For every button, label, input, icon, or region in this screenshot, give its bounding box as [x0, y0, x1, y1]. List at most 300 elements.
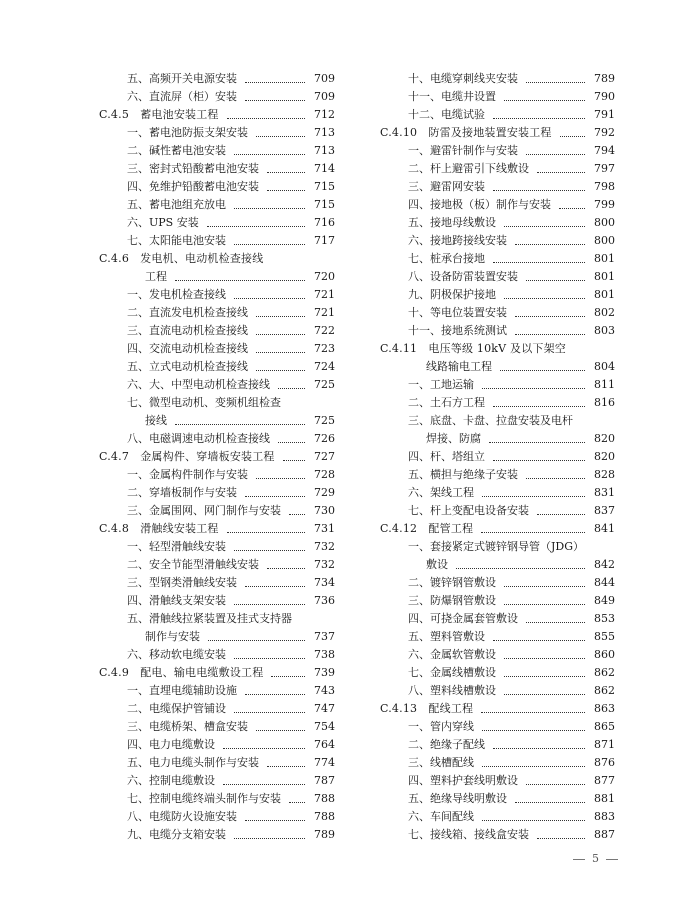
- toc-leader-dots: [283, 460, 305, 461]
- toc-entry-label: 六、控制电缆敷设: [127, 774, 215, 787]
- toc-page-number: 887: [594, 828, 615, 841]
- toc-leader-dots: [234, 550, 305, 551]
- toc-leader-dots: [493, 406, 585, 407]
- toc-entry-label: 四、交流电动机检查接线: [127, 342, 248, 355]
- toc-leader-dots: [234, 154, 305, 155]
- toc-page-number: 721: [314, 306, 335, 319]
- toc-entry-label: C.4.13 配线工程: [380, 702, 474, 715]
- toc-page-number: 871: [594, 738, 615, 751]
- toc-entry-label: 六、架线工程: [408, 486, 474, 499]
- toc-leader-dots: [289, 514, 305, 515]
- toc-page-number: 734: [314, 576, 335, 589]
- toc-entry: [99, 430, 335, 448]
- toc-section-entry: [380, 520, 615, 538]
- toc-leader-dots: [456, 568, 585, 569]
- toc-page-number: 862: [594, 666, 615, 679]
- toc-entry: [380, 718, 615, 736]
- toc-page-number: 739: [314, 666, 335, 679]
- toc-entry-label: 八、电缆防火设施安装: [127, 810, 237, 823]
- toc-entry-label: 五、横担与绝缘子安装: [408, 468, 518, 481]
- toc-page-number: 725: [314, 378, 335, 391]
- toc-entry-label: 二、土石方工程: [408, 396, 485, 409]
- toc-entry-label: 二、杆上避雷引下线敷设: [408, 162, 529, 175]
- toc-page-number: 883: [594, 810, 615, 823]
- toc-page-number: 844: [594, 576, 615, 589]
- toc-section-entry: [99, 664, 335, 682]
- toc-entry: [99, 196, 335, 214]
- toc-leader-dots: [482, 730, 585, 731]
- toc-entry-label: 三、底盘、卡盘、拉盘安装及电杆: [408, 414, 573, 427]
- toc-page-number: 720: [314, 270, 335, 283]
- toc-entry: [380, 754, 615, 772]
- toc-entry: [99, 88, 335, 106]
- toc-leader-dots: [267, 172, 305, 173]
- toc-section-entry: [99, 106, 335, 124]
- toc-entry-label: 三、电缆桥架、槽盒安装: [127, 720, 248, 733]
- toc-entry-label: C.4.6 发电机、电动机检查接线: [99, 252, 264, 265]
- toc-entry-label: 线路输电工程: [426, 360, 492, 373]
- toc-entry-label: 一、套接紧定式镀锌钢导管（JDG）: [408, 540, 585, 553]
- toc-entry: [99, 304, 335, 322]
- toc-leader-dots: [482, 388, 585, 389]
- toc-entry: [99, 178, 335, 196]
- toc-page-number: 831: [594, 486, 615, 499]
- toc-entry-label: 一、工地运输: [408, 378, 474, 391]
- toc-entry-label: 敷设: [426, 558, 448, 571]
- toc-entry: [99, 790, 335, 808]
- toc-entry: [99, 574, 335, 592]
- toc-leader-dots: [493, 262, 585, 263]
- toc-leader-dots: [526, 622, 585, 623]
- toc-leader-dots: [504, 586, 585, 587]
- toc-page-number: 721: [314, 288, 335, 301]
- toc-leader-dots: [234, 604, 305, 605]
- toc-entry-label: 七、桩承台接地: [408, 252, 485, 265]
- toc-entry-label: 三、直流电动机检查接线: [127, 324, 248, 337]
- toc-page-number: 811: [594, 378, 615, 391]
- toc-entry-label: 焊接、防腐: [426, 432, 481, 445]
- toc-entry: [380, 142, 615, 160]
- toc-leader-dots: [234, 838, 305, 839]
- toc-page-number: 790: [594, 90, 615, 103]
- toc-entry: [99, 214, 335, 232]
- toc-page-number: 713: [314, 144, 335, 157]
- toc-leader-dots: [208, 640, 305, 641]
- toc-entry: [99, 394, 335, 412]
- toc-entry: [380, 556, 615, 574]
- toc-entry: [99, 484, 335, 502]
- toc-leader-dots: [245, 82, 305, 83]
- toc-page-number: 788: [314, 792, 335, 805]
- toc-page-number: 729: [314, 486, 335, 499]
- toc-page-number: 709: [314, 90, 335, 103]
- toc-page-number: 841: [594, 522, 615, 535]
- toc-entry: [380, 736, 615, 754]
- toc-leader-dots: [256, 352, 305, 353]
- toc-entry: [380, 250, 615, 268]
- toc-entry-label: 五、接地母线敷设: [408, 216, 496, 229]
- toc-leader-dots: [515, 334, 585, 335]
- toc-entry-label: 七、控制电缆终端头制作与安装: [127, 792, 281, 805]
- toc-entry-label: 五、蓄电池组充放电: [127, 198, 226, 211]
- toc-page-number: 723: [314, 342, 335, 355]
- toc-page-number: 715: [314, 198, 335, 211]
- toc-leader-dots: [175, 280, 305, 281]
- toc-entry: [380, 826, 615, 844]
- toc-leader-dots: [559, 208, 585, 209]
- toc-entry: [380, 646, 615, 664]
- toc-page-number: 787: [314, 774, 335, 787]
- toc-entry-label: C.4.11 电压等级 10kV 及以下架空: [380, 342, 567, 355]
- toc-page-number: 800: [594, 234, 615, 247]
- toc-page-number: 727: [314, 450, 335, 463]
- toc-entry: [99, 142, 335, 160]
- toc-entry-label: C.4.10 防雷及接地装置安装工程: [380, 126, 552, 139]
- toc-entry: [380, 412, 615, 430]
- toc-page-number: 820: [594, 450, 615, 463]
- toc-entry-label: 十二、电缆试验: [408, 108, 485, 121]
- toc-leader-dots: [256, 370, 305, 371]
- toc-entry-label: 十、等电位装置安装: [408, 306, 507, 319]
- toc-page-number: 798: [594, 180, 615, 193]
- toc-page-number: 797: [594, 162, 615, 175]
- page-footer: [566, 852, 625, 865]
- toc-page-number: 731: [314, 522, 335, 535]
- toc-page-number: 801: [594, 288, 615, 301]
- toc-page-number: 816: [594, 396, 615, 409]
- toc-entry-label: 一、蓄电池防振支架安装: [127, 126, 248, 139]
- toc-leader-dots: [504, 100, 585, 101]
- toc-entry-label: 一、避雷针制作与安装: [408, 144, 518, 157]
- toc-page-number: 799: [594, 198, 615, 211]
- toc-entry: [99, 70, 335, 88]
- toc-page-number: 849: [594, 594, 615, 607]
- toc-entry-label: 五、塑料管敷设: [408, 630, 485, 643]
- toc-entry: [380, 160, 615, 178]
- toc-page-number: 754: [314, 720, 335, 733]
- toc-section-entry: [380, 340, 615, 358]
- toc-entry: [99, 286, 335, 304]
- toc-leader-dots: [504, 226, 585, 227]
- toc-leader-dots: [504, 658, 585, 659]
- toc-page-number: 732: [314, 558, 335, 571]
- toc-entry: [380, 538, 615, 556]
- toc-entry-label: 五、电力电缆头制作与安装: [127, 756, 259, 769]
- toc-entry: [380, 808, 615, 826]
- toc-page-number: 876: [594, 756, 615, 769]
- toc-entry: [99, 322, 335, 340]
- toc-leader-dots: [515, 802, 585, 803]
- toc-leader-dots: [489, 442, 585, 443]
- toc-entry-label: C.4.9 配电、输电电缆敷设工程: [99, 666, 264, 679]
- toc-entry: [99, 772, 335, 790]
- page-number: 5: [592, 852, 599, 865]
- toc-entry: [380, 664, 615, 682]
- toc-entry-label: 四、电力电缆敷设: [127, 738, 215, 751]
- toc-page-number: 789: [314, 828, 335, 841]
- toc-entry-label: 九、电缆分支箱安装: [127, 828, 226, 841]
- toc-leader-dots: [515, 244, 585, 245]
- toc-leader-dots: [245, 586, 305, 587]
- toc-leader-dots: [504, 694, 585, 695]
- toc-entry-label: 二、直流发电机检查接线: [127, 306, 248, 319]
- toc-leader-dots: [482, 820, 585, 821]
- toc-entry: [380, 574, 615, 592]
- toc-entry: [99, 160, 335, 178]
- toc-leader-dots: [234, 712, 305, 713]
- toc-page-number: 715: [314, 180, 335, 193]
- toc-page-number: 842: [594, 558, 615, 571]
- toc-page-number: 865: [594, 720, 615, 733]
- toc-leader-dots: [256, 136, 305, 137]
- toc-leader-dots: [526, 82, 585, 83]
- toc-leader-dots: [267, 766, 305, 767]
- toc-page-number: 802: [594, 306, 615, 319]
- toc-entry-label: 二、安全节能型滑触线安装: [127, 558, 259, 571]
- toc-entry-label: 六、大、中型电动机检查接线: [127, 378, 270, 391]
- toc-section-entry: [380, 700, 615, 718]
- toc-entry: [99, 736, 335, 754]
- toc-leader-dots: [289, 802, 305, 803]
- toc-entry: [99, 700, 335, 718]
- toc-leader-dots: [504, 298, 585, 299]
- toc-entry-label: 制作与安装: [145, 630, 200, 643]
- toc-page-number: 853: [594, 612, 615, 625]
- toc-entry: [99, 754, 335, 772]
- toc-entry: [380, 484, 615, 502]
- toc-page-number: 774: [314, 756, 335, 769]
- toc-entry: [99, 232, 335, 250]
- toc-leader-dots: [526, 784, 585, 785]
- toc-entry-label: 一、管内穿线: [408, 720, 474, 733]
- toc-page-number: 792: [594, 126, 615, 139]
- toc-entry-label: 三、避雷网安装: [408, 180, 485, 193]
- toc-entry-label: 四、免维护铅酸蓄电池安装: [127, 180, 259, 193]
- toc-leader-dots: [481, 712, 585, 713]
- toc-leader-dots: [526, 478, 585, 479]
- toc-entry: [99, 358, 335, 376]
- toc-entry: [99, 466, 335, 484]
- toc-entry-label: 一、发电机检查接线: [127, 288, 226, 301]
- toc-leader-dots: [256, 316, 305, 317]
- toc-entry: [380, 232, 615, 250]
- toc-entry-label: 九、阴极保护接地: [408, 288, 496, 301]
- toc-leader-dots: [504, 676, 585, 677]
- toc-entry-label: 六、车间配线: [408, 810, 474, 823]
- toc-entry: [99, 808, 335, 826]
- toc-entry-label: 十、电缆穿刺线夹安装: [408, 72, 518, 85]
- toc-page-number: 736: [314, 594, 335, 607]
- toc-entry-label: C.4.12 配管工程: [380, 522, 474, 535]
- toc-entry: [380, 628, 615, 646]
- toc-page-number: 728: [314, 468, 335, 481]
- toc-page-number: 737: [314, 630, 335, 643]
- toc-entry-label: 十一、接地系统测试: [408, 324, 507, 337]
- toc-leader-dots: [537, 172, 585, 173]
- toc-entry: [380, 286, 615, 304]
- toc-entry-label: 十一、电缆井设置: [408, 90, 496, 103]
- toc-entry: [380, 268, 615, 286]
- toc-page-number: 724: [314, 360, 335, 373]
- toc-entry: [380, 196, 615, 214]
- toc-entry-label: 五、绝缘导线明敷设: [408, 792, 507, 805]
- footer-dash-left: [573, 859, 585, 860]
- toc-leader-dots: [223, 748, 305, 749]
- toc-page-number: 877: [594, 774, 615, 787]
- toc-page-number: 717: [314, 234, 335, 247]
- toc-entry-label: 六、金属软管敷设: [408, 648, 496, 661]
- footer-dash-right: [606, 859, 618, 860]
- toc-page-number: 747: [314, 702, 335, 715]
- toc-entry: [380, 682, 615, 700]
- toc-entry-label: C.4.8 滑触线安装工程: [99, 522, 219, 535]
- toc-page-number: 881: [594, 792, 615, 805]
- toc-entry: [380, 394, 615, 412]
- toc-page-number: 803: [594, 324, 615, 337]
- toc-page-number: 855: [594, 630, 615, 643]
- toc-page-number: 794: [594, 144, 615, 157]
- toc-entry-label: 六、移动软电缆安装: [127, 648, 226, 661]
- toc-entry-label: 三、密封式铅酸蓄电池安装: [127, 162, 259, 175]
- toc-entry-label: 五、立式电动机检查接线: [127, 360, 248, 373]
- toc-section-entry: [380, 124, 615, 142]
- toc-entry: [99, 628, 335, 646]
- toc-entry: [99, 556, 335, 574]
- toc-entry-label: 八、设备防雷装置安装: [408, 270, 518, 283]
- toc-page-number: 837: [594, 504, 615, 517]
- toc-entry-label: 四、滑触线支架安装: [127, 594, 226, 607]
- toc-entry: [380, 304, 615, 322]
- toc-entry-label: 二、镀锌钢管敷设: [408, 576, 496, 589]
- toc-entry: [380, 448, 615, 466]
- toc-page-number: 801: [594, 252, 615, 265]
- toc-entry: [380, 70, 615, 88]
- toc-entry-label: 三、型钢类滑触线安装: [127, 576, 237, 589]
- toc-leader-dots: [515, 316, 585, 317]
- toc-page-number: 862: [594, 684, 615, 697]
- toc-entry: [380, 610, 615, 628]
- toc-page-number: 800: [594, 216, 615, 229]
- toc-entry-label: 四、接地极（板）制作与安装: [408, 198, 551, 211]
- toc-entry: [99, 718, 335, 736]
- toc-leader-dots: [278, 442, 305, 443]
- toc-page-number: 738: [314, 648, 335, 661]
- toc-page-number: 712: [314, 108, 335, 121]
- toc-leader-dots: [245, 100, 305, 101]
- toc-leader-dots: [234, 658, 305, 659]
- toc-entry-label: 三、线槽配线: [408, 756, 474, 769]
- toc-leader-dots: [256, 730, 305, 731]
- toc-entry-label: 八、塑料线槽敷设: [408, 684, 496, 697]
- toc-leader-dots: [245, 496, 305, 497]
- toc-entry-label: 接线: [145, 414, 167, 427]
- toc-leader-dots: [504, 604, 585, 605]
- toc-page-number: 713: [314, 126, 335, 139]
- toc-entry: [380, 358, 615, 376]
- toc-entry: [380, 376, 615, 394]
- toc-page-number: 730: [314, 504, 335, 517]
- toc-leader-dots: [537, 514, 585, 515]
- toc-leader-dots: [234, 298, 305, 299]
- toc-leader-dots: [256, 334, 305, 335]
- toc-leader-dots: [234, 208, 305, 209]
- toc-section-entry: [99, 520, 335, 538]
- toc-entry: [380, 790, 615, 808]
- toc-entry: [380, 322, 615, 340]
- toc-entry-label: 四、杆、塔组立: [408, 450, 485, 463]
- toc-page-number: 860: [594, 648, 615, 661]
- toc-page-number: 791: [594, 108, 615, 121]
- toc-section-entry: [99, 448, 335, 466]
- toc-entry: [380, 214, 615, 232]
- toc-leader-dots: [256, 478, 305, 479]
- toc-page-number: 725: [314, 414, 335, 427]
- toc-leader-dots: [223, 784, 305, 785]
- toc-entry: [380, 772, 615, 790]
- toc-entry: [99, 502, 335, 520]
- toc-entry-label: 一、直埋电缆辅助设施: [127, 684, 237, 697]
- toc-page-number: 732: [314, 540, 335, 553]
- toc-leader-dots: [493, 748, 585, 749]
- toc-leader-dots: [493, 190, 585, 191]
- toc-leader-dots: [245, 820, 305, 821]
- toc-leader-dots: [234, 244, 305, 245]
- toc-page-number: 714: [314, 162, 335, 175]
- toc-entry-label: 二、碱性蓄电池安装: [127, 144, 226, 157]
- toc-entry-label: 六、UPS 安装: [127, 216, 199, 229]
- toc-entry-label: 七、接线箱、接线盒安装: [408, 828, 529, 841]
- toc-leader-dots: [537, 838, 585, 839]
- toc-entry: [380, 466, 615, 484]
- toc-entry-label: 五、高频开关电源安装: [127, 72, 237, 85]
- toc-entry: [99, 268, 335, 286]
- toc-entry: [99, 124, 335, 142]
- toc-entry: [380, 88, 615, 106]
- toc-entry-label: C.4.7 金属构件、穿墙板安装工程: [99, 450, 275, 463]
- toc-leader-dots: [481, 532, 585, 533]
- toc-entry-label: 三、金属围网、网门制作与安装: [127, 504, 281, 517]
- toc-page-number: 726: [314, 432, 335, 445]
- toc-leader-dots: [227, 532, 305, 533]
- toc-page-number: 863: [594, 702, 615, 715]
- toc-page-number: 804: [594, 360, 615, 373]
- toc-leader-dots: [271, 676, 305, 677]
- toc-page-number: 709: [314, 72, 335, 85]
- toc-entry: [380, 502, 615, 520]
- toc-leader-dots: [560, 136, 585, 137]
- toc-entry: [380, 178, 615, 196]
- toc-leader-dots: [482, 496, 585, 497]
- toc-entry-label: 二、电缆保护管铺设: [127, 702, 226, 715]
- toc-entry: [99, 538, 335, 556]
- toc-entry: [380, 430, 615, 448]
- toc-page-number: 828: [594, 468, 615, 481]
- toc-entry: [99, 646, 335, 664]
- toc-leader-dots: [493, 460, 585, 461]
- toc-entry-label: C.4.5 蓄电池安装工程: [99, 108, 219, 121]
- toc-leader-dots: [207, 226, 305, 227]
- toc-entry: [99, 592, 335, 610]
- toc-leader-dots: [267, 568, 305, 569]
- toc-entry: [380, 106, 615, 124]
- toc-entry-label: 二、绝缘子配线: [408, 738, 485, 751]
- toc-entry-label: 一、金属构件制作与安装: [127, 468, 248, 481]
- toc-entry-label: 一、轻型滑触线安装: [127, 540, 226, 553]
- toc-entry-label: 七、微型电动机、变频机组检查: [127, 396, 281, 409]
- toc-leader-dots: [278, 388, 305, 389]
- toc-entry-label: 四、塑料护套线明敷设: [408, 774, 518, 787]
- toc-leader-dots: [493, 640, 585, 641]
